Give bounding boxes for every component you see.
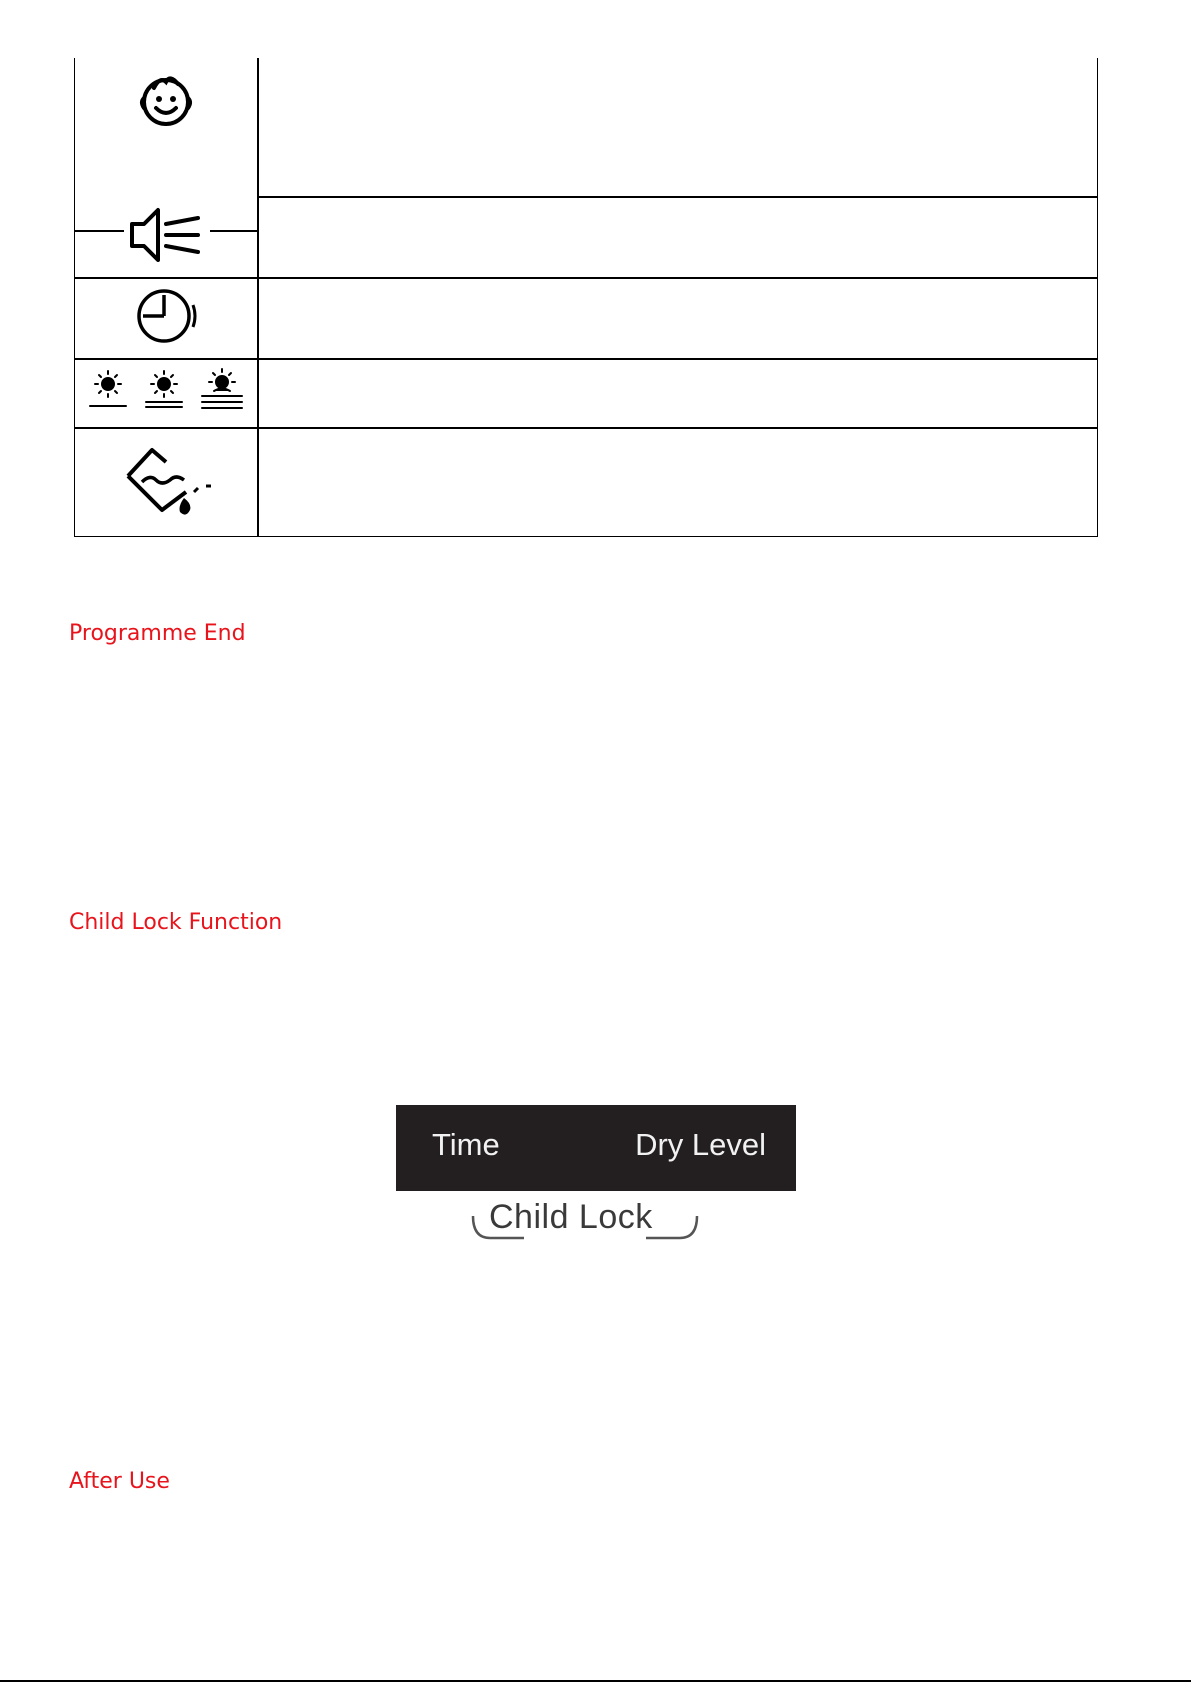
table-row-dry-level-description — [259, 360, 1098, 427]
dry-level-sun-icons — [88, 368, 244, 419]
table-row-child-lock-description — [259, 58, 1098, 196]
table-row-timer-icon-cell — [74, 279, 257, 358]
empty-water-tank-icon — [114, 440, 218, 525]
table-row-dry-level-icon-cell — [74, 360, 257, 427]
footer-rule — [0, 1680, 1191, 1682]
buzzer-speaker-icon — [128, 206, 204, 269]
programme-end-heading: Programme End — [69, 621, 246, 646]
table-row-buzzer-description — [259, 198, 1098, 277]
child-lock-label: Child Lock — [489, 1198, 653, 1236]
child-lock-right-bracket-icon — [644, 1214, 700, 1242]
table-row-water-tank-description — [259, 429, 1098, 535]
child-lock-face-icon — [134, 68, 198, 137]
dry-level-button-label: Dry Level — [635, 1127, 766, 1162]
table-row-water-tank-icon-cell — [74, 429, 257, 535]
time-button-label: Time — [432, 1127, 500, 1162]
table-row-timer-description — [259, 279, 1098, 358]
table-row-child-lock-icon-cell — [74, 58, 257, 146]
child-lock-function-heading: Child Lock Function — [69, 910, 283, 935]
timer-clock-icon — [133, 287, 199, 350]
symbol-table — [74, 58, 1098, 537]
after-use-heading: After Use — [69, 1469, 170, 1494]
control-panel-illustration — [396, 1105, 796, 1191]
table-row-buzzer-icon-cell — [74, 198, 257, 276]
